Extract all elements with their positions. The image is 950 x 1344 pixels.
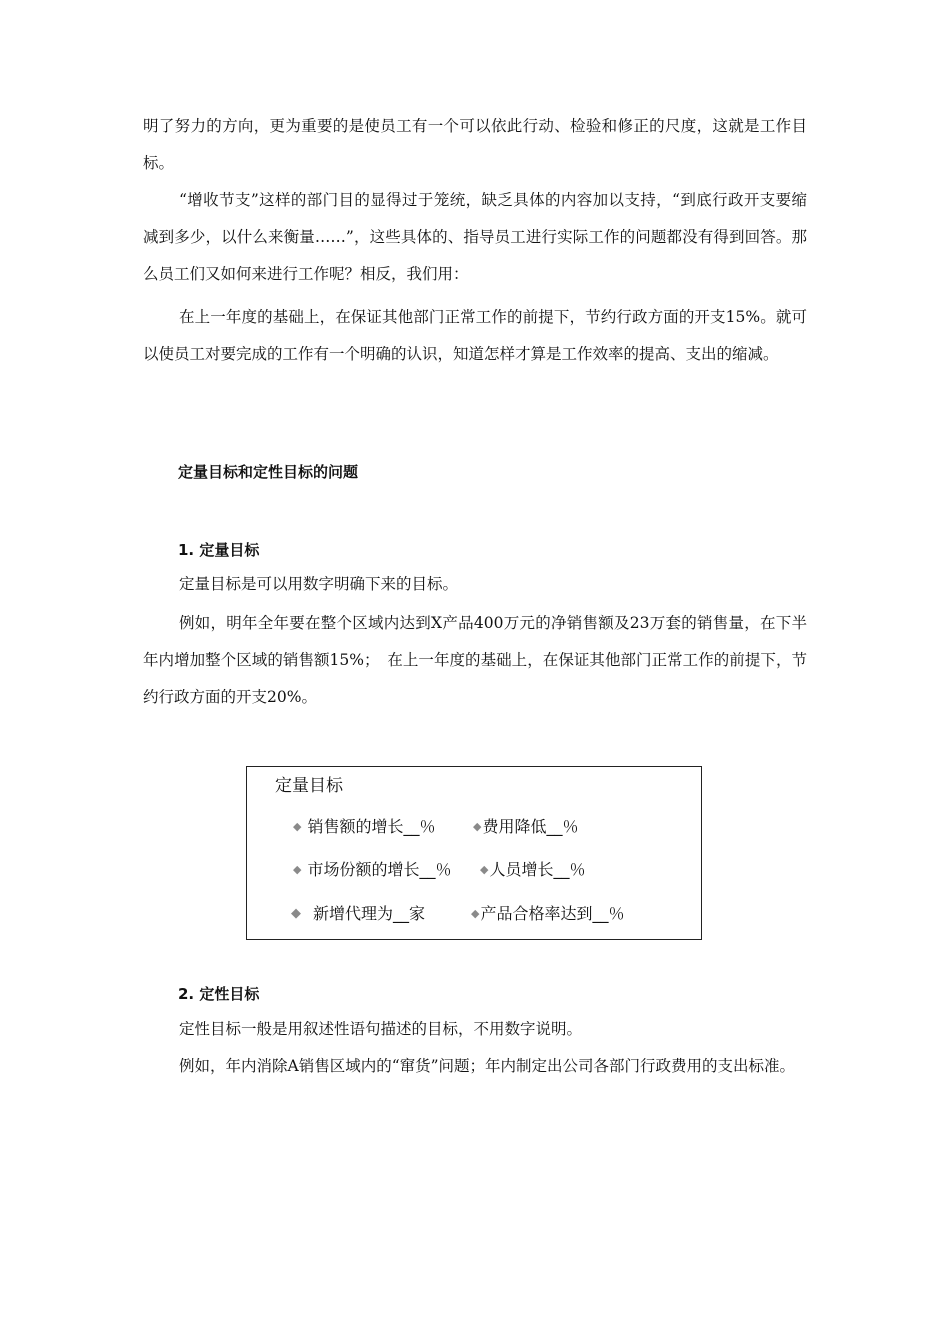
qualitative-definition: 定性目标一般是用叙述性语句描述的目标，不用数字说明。 [179, 1020, 583, 1038]
paragraph-work-goal: 明了努力的方向，更为重要的是使员工有一个可以依此行动、检验和修正的尺度，这就是工作目标。 [143, 117, 807, 172]
quantitative-goals-box [246, 766, 702, 940]
quantitative-definition: 定量目标是可以用数字明确下来的目标。 [179, 575, 459, 593]
diamond-bullet-icon: ◆ [473, 820, 482, 833]
diamond-bullet-icon: ◆ [293, 820, 302, 833]
quantitative-example: 例如，明年全年要在整个区域内达到X产品400万元的净销售额及23万套的销售量，在下半年内增加整个区域的销售额15%； 在上一年度的基础上，在保证其他部门正常工作的前提下，节约行政方面的开支20%。 [143, 614, 807, 706]
goal-item-label: 人员增长__％ [489, 860, 586, 879]
paragraph-specific-goal: 在上一年度的基础上，在保证其他部门正常工作的前提下，节约行政方面的开支15%。就可以使员工对要完成的工作有一个明确的认识，知道怎样才算是工作效率的提高、支出的缩减。 [143, 308, 807, 363]
diamond-bullet-icon: ◆ [293, 863, 302, 876]
goal-item [471, 901, 624, 924]
goal-item-label: 新增代理为__家 [313, 904, 426, 923]
goal-item-label: 产品合格率达到__％ [480, 904, 625, 923]
qualitative-heading: 2. 定性目标 [178, 985, 260, 1003]
goal-item [291, 901, 425, 924]
goal-item-label: 市场份额的增长__％ [307, 860, 452, 879]
diamond-bullet-icon: ◆ [480, 863, 489, 876]
box-title: 定量目标 [275, 776, 343, 796]
goal-item-label: 销售额的增长__％ [307, 817, 436, 836]
diamond-bullet-icon: ◆ [291, 906, 301, 921]
goal-item [480, 857, 585, 880]
section-heading: 定量目标和定性目标的问题 [178, 463, 359, 481]
diamond-bullet-icon: ◆ [471, 907, 480, 920]
goal-item-label: 费用降低__％ [482, 817, 579, 836]
goal-item [473, 814, 578, 837]
quantitative-heading: 1. 定量目标 [178, 541, 260, 559]
paragraph-vague-goal: “增收节支”这样的部门目的显得过于笼统，缺乏具体的内容加以支持，“到底行政开支要缩减到多少，以什么来衡量……”，这些具体的、指导员工进行实际工作的问题都没有得到回答。那么员工们又如何来进行工作呢？相反，我们用： [143, 191, 807, 283]
goal-item [293, 814, 435, 837]
qualitative-example: 例如，年内消除A销售区域内的“窜货”问题；年内制定出公司各部门行政费用的支出标准。 [179, 1057, 796, 1075]
goal-item [293, 857, 451, 880]
